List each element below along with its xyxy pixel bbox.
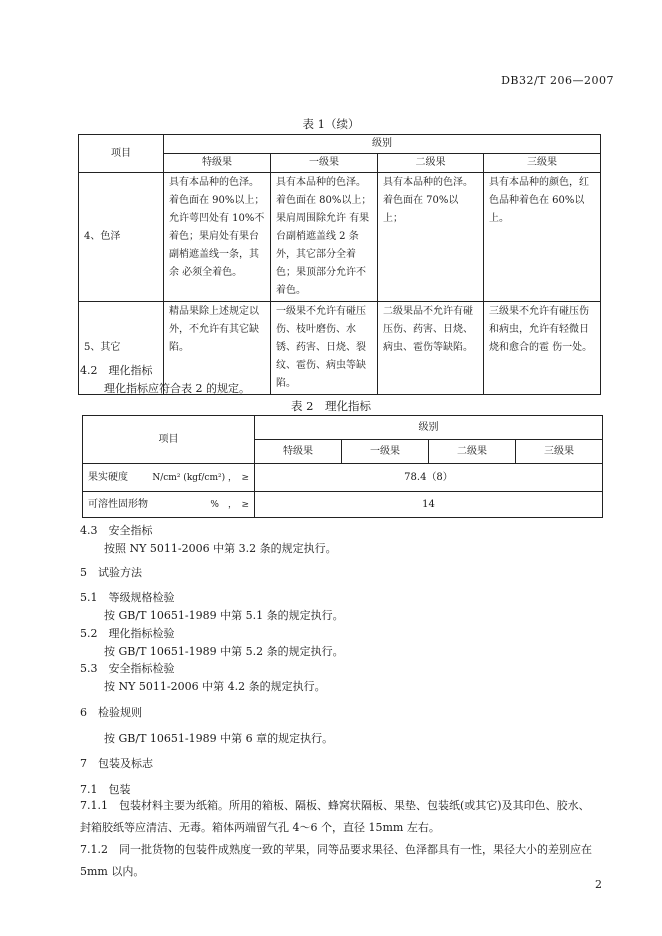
table1-grade-1: 一级果 [271,154,378,173]
table1-grade-0: 特级果 [164,154,271,173]
table1-cell: 具有本品种的色泽。着色面在 80%以上；果肩周围除允许 有果台副梢遮盖线 2 条外，其它部分全着色；果顶部分允许不着色。 [271,173,378,302]
table2-solids-value: 14 [255,492,603,518]
section-7-1-1-text: 7.1.1 包装材料主要为纸箱。所用的箱板、隔板、蜂窝状隔板、果垫、包装纸(或其它)及其印色、胶水、封箱胶纸等应清洁、无毒。箱体两端留气孔 4～6 个，直径 15mm 左右。 [80,799,590,834]
table1-grade-2: 二级果 [378,154,484,173]
table2-grade-0: 特级果 [255,440,342,464]
page-number: 2 [595,878,602,891]
document-code: DB32/T 206—2007 [501,74,614,87]
section-5-3-title: 5.3 安全指标检验 [80,662,175,675]
table2-grade-3: 三级果 [516,440,603,464]
table1-row-other-item: 5、其它 [79,302,164,395]
table1 [78,134,601,395]
table2-item-label: 果实硬度 [88,471,128,483]
table1-row-color-item: 4、色泽 [79,173,164,302]
section-5-3-text: 按 NY 5011-2006 中第 4.2 条的规定执行。 [104,680,326,693]
table1-cell: 具有本品种的色泽。着色面在 90%以上；允许萼凹处有 10%不着色；果肩处有果台副梢遮盖线一条，其余 必须全着色。 [164,173,271,302]
table2-row-solids-item [83,492,255,518]
section-5-2-text: 按 GB/T 10651-1989 中第 5.2 条的规定执行。 [104,645,344,658]
table2-item-unit: N/cm² (kgf/cm²) ， ≥ [152,472,249,483]
table2-hardness-value: 78.4（8） [255,464,603,492]
table1-header-grade: 级别 [164,135,601,154]
section-6-title: 6 检验规则 [80,706,142,719]
section-5-1-text: 按 GB/T 10651-1989 中第 5.1 条的规定执行。 [104,609,344,622]
section-6-text: 按 GB/T 10651-1989 中第 6 章的规定执行。 [104,732,334,745]
table1-cell: 具有本品种的颜色，红色品种着色在 60%以上。 [484,173,601,302]
table1-cell: 具有本品种的色泽。着色面在 70%以上； [378,173,484,302]
section-4-3-text: 按照 NY 5011-2006 中第 3.2 条的规定执行。 [104,542,337,555]
table1-cell: 三级果不允许有碰压伤和病虫，允许有轻微日烧和愈合的雹 伤一处。 [484,302,601,395]
table1-cell: 精品果除上述规定以外，不允许有其它缺陷。 [164,302,271,395]
table2 [82,415,603,518]
section-7-1-2-text: 7.1.2 同一批货物的包装件成熟度一致的苹果，同等品要求果径、色泽都具有一性，果径大小的差别应在 5mm 以内。 [80,843,592,878]
section-5-2-title: 5.2 理化指标检验 [80,627,175,640]
table2-item-unit: % ， ≥ [210,499,249,510]
table1-caption: 表 1（续） [302,117,360,131]
table2-header-grade: 级别 [255,416,603,440]
table1-header-item: 项目 [79,135,164,173]
table1-cell: 一级果不允许有碰压伤、枝叶磨伤、水锈、药害、日烧、裂纹、雹伤、病虫等缺陷。 [271,302,378,395]
section-4-2-title: 4.2 理化指标 [80,364,153,377]
section-5-1-title: 5.1 等级规格检验 [80,591,175,604]
table2-row-hardness-item [83,464,255,492]
section-7-title: 7 包装及标志 [80,757,153,770]
section-4-2-text: 理化指标应符合表 2 的规定。 [104,382,250,395]
table1-grade-3: 三级果 [484,154,601,173]
table2-grade-2: 二级果 [429,440,516,464]
table2-caption: 表 2 理化指标 [291,399,371,413]
table2-item-label: 可溶性固形物 [88,498,148,510]
section-7-1-title: 7.1 包装 [80,783,131,796]
table2-grade-1: 一级果 [342,440,429,464]
table1-cell: 二级果品不允许有碰压伤、药害、日烧、病虫、雹伤等缺陷。 [378,302,484,395]
section-4-3-title: 4.3 安全指标 [80,524,153,537]
section-5-title: 5 试验方法 [80,566,142,579]
table2-header-item: 项目 [83,416,255,464]
